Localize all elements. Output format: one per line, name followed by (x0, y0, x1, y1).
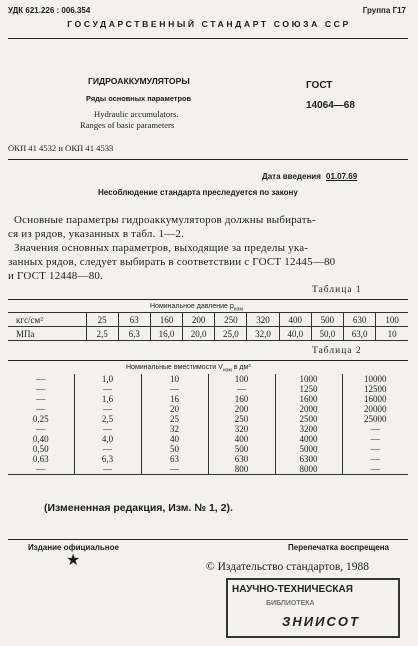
table-row (8, 444, 408, 454)
table2-caption-unit: в дм³ (233, 364, 251, 371)
table1 (8, 312, 408, 341)
table-cell: 250 (215, 313, 247, 327)
star-icon: ★ (66, 552, 81, 569)
okp-code: ОКП 41 4532 и ОКП 41 4533 (8, 143, 114, 153)
table2-caption: Номинальные вместимости $V_{ном}$ в дм³ (126, 364, 251, 374)
table-cell: 10 (141, 374, 208, 384)
table-cell: 16,0 (150, 327, 182, 341)
table-cell: — (8, 464, 74, 475)
table-cell: 4,0 (74, 434, 141, 444)
table-cell: 0,25 (8, 414, 74, 424)
table-row (8, 374, 408, 384)
table-cell: 1000 (275, 374, 342, 384)
table-row (8, 454, 408, 464)
table-cell: 10 (376, 327, 408, 341)
udk-code: УДК 621.226 : 006.354 (8, 6, 91, 15)
title-ru: ГИДРОАККУМУЛЯТОРЫ (88, 76, 190, 86)
table-cell: 16000 (342, 394, 408, 404)
table2-top-rule (8, 360, 408, 361)
table-cell: 6,3 (74, 454, 141, 464)
table-cell: 630 (344, 313, 376, 327)
table-cell: 0,50 (8, 444, 74, 454)
table-cell: МПа (8, 327, 86, 341)
table-cell: 63,0 (344, 327, 376, 341)
table-cell: 63 (118, 313, 150, 327)
table-cell: — (74, 404, 141, 414)
table-cell: — (141, 384, 208, 394)
table2-label: Таблица 2 (312, 346, 362, 356)
table-cell: 4000 (275, 434, 342, 444)
table-cell: 100 (376, 313, 408, 327)
intro-date: 01.07.69 (326, 172, 358, 181)
table-cell: 12500 (342, 384, 408, 394)
table-cell: 400 (208, 434, 275, 444)
table-cell: 630 (208, 454, 275, 464)
paragraph2-line3: и ГОСТ 12448—80. (8, 270, 104, 282)
table-cell: 0,40 (8, 434, 74, 444)
table-cell: — (8, 394, 74, 404)
table-row (8, 327, 408, 341)
table-cell: 25,0 (215, 327, 247, 341)
table-cell: 40 (141, 434, 208, 444)
table-row (8, 313, 408, 327)
table-cell: 0,63 (8, 454, 74, 464)
table-cell: 200 (208, 404, 275, 414)
library-stamp (226, 578, 400, 638)
table-row (8, 384, 408, 394)
table-row (8, 404, 408, 414)
table1-caption: Номинальное давление $p_{ном}$ (150, 303, 243, 313)
table-cell: — (74, 464, 141, 475)
amended-note: (Измененная редакция, Изм. № 1, 2). (44, 502, 233, 514)
stamp-line2: БИБЛИОТЕКА (266, 600, 315, 607)
table-cell: 250 (208, 414, 275, 424)
table-cell: — (8, 374, 74, 384)
table-cell: 25 (86, 313, 118, 327)
copyright: © Издательство стандартов, 1988 (206, 561, 370, 573)
table-cell: — (208, 384, 275, 394)
reprint-prohibited: Перепечатка воспрещена (288, 543, 389, 552)
table-cell: 20 (141, 404, 208, 414)
title-ru-sub: Ряды основных параметров (86, 94, 192, 103)
group-code: Группа Г17 (362, 6, 406, 15)
table1-label: Таблица 1 (312, 285, 362, 295)
table1-caption-sub: ном (233, 306, 243, 313)
table-cell: — (342, 444, 408, 454)
table-cell: 6300 (275, 454, 342, 464)
table-cell: — (74, 444, 141, 454)
table-cell: 16 (141, 394, 208, 404)
table-cell: 6,3 (118, 327, 150, 341)
table-cell: 25 (141, 414, 208, 424)
table-cell: кгс/см² (8, 313, 86, 327)
table-cell: 10000 (342, 374, 408, 384)
table-cell: 25000 (342, 414, 408, 424)
table-cell: 160 (208, 394, 275, 404)
violation-notice: Несоблюдение стандарта преследуется по закону (98, 188, 298, 197)
gost-number: 14064—68 (306, 100, 355, 111)
table-cell: — (342, 454, 408, 464)
paragraph1-line2: ся из рядов, указанных в табл. 1—2. (8, 228, 185, 240)
table-cell: 50 (141, 444, 208, 454)
header-rule (8, 38, 408, 39)
table-cell: 20000 (342, 404, 408, 414)
table-cell: 32 (141, 424, 208, 434)
table-cell: 2,5 (74, 414, 141, 424)
table-row (8, 464, 408, 475)
table-cell: 32,0 (247, 327, 279, 341)
table-row (8, 424, 408, 434)
stamp-line1: НАУЧНО-ТЕХНИЧЕСКАЯ (232, 584, 353, 595)
state-standard-heading: ГОСУДАРСТВЕННЫЙ СТАНДАРТ СОЮЗА ССР (67, 19, 351, 29)
table-cell: — (342, 434, 408, 444)
table-cell: 1600 (275, 394, 342, 404)
table-row (8, 414, 408, 424)
table-cell: 160 (150, 313, 182, 327)
table-cell: 400 (279, 313, 311, 327)
table-cell: 40,0 (279, 327, 311, 341)
table-cell: 1250 (275, 384, 342, 394)
footer-rule (8, 539, 408, 540)
table-cell: 320 (208, 424, 275, 434)
table-cell: 200 (183, 313, 215, 327)
paragraph1-line1: Основные параметры гидроаккумуляторов должны выбирать- (14, 214, 316, 226)
table-cell: 3200 (275, 424, 342, 434)
table-cell: — (8, 404, 74, 414)
stamp-line3: ЗНИИСОТ (282, 614, 360, 629)
gost-label: ГОСТ (306, 80, 333, 91)
table-cell: 1,6 (74, 394, 141, 404)
table-cell: 800 (208, 464, 275, 475)
table-cell: — (8, 424, 74, 434)
table-cell: 63 (141, 454, 208, 464)
intro-date-label: Дата введения (262, 172, 321, 181)
table-cell: 2500 (275, 414, 342, 424)
table-cell: 1,0 (74, 374, 141, 384)
table-row (8, 394, 408, 404)
table-cell: — (342, 424, 408, 434)
table-cell: 20,0 (183, 327, 215, 341)
table-cell: 50,0 (311, 327, 343, 341)
paragraph2-line2: занных рядов, следует выбирать в соответствии с ГОСТ 12445—80 (8, 256, 336, 268)
table-cell: 100 (208, 374, 275, 384)
title-en: Hydraulic accumulators. (94, 109, 179, 119)
table1-top-rule (8, 299, 408, 300)
table-cell: — (141, 464, 208, 475)
table-cell: 5000 (275, 444, 342, 454)
official-edition: Издание официальное (28, 543, 119, 552)
table-row (8, 434, 408, 444)
table-cell: — (74, 384, 141, 394)
table2 (8, 374, 408, 475)
paragraph2-line1: Значения основных параметров, выходящие за пределы ука- (14, 242, 309, 254)
title-rule (8, 159, 408, 160)
table-cell: 2000 (275, 404, 342, 414)
table-cell: — (74, 424, 141, 434)
table-cell: 320 (247, 313, 279, 327)
table-cell: — (342, 464, 408, 475)
table2-caption-sub: ном (222, 367, 232, 374)
table-cell: — (8, 384, 74, 394)
table-cell: 500 (208, 444, 275, 454)
table-cell: 2,5 (86, 327, 118, 341)
table-cell: 8000 (275, 464, 342, 475)
title-en-sub: Ranges of basic parameters (80, 120, 175, 130)
table-cell: 500 (311, 313, 343, 327)
